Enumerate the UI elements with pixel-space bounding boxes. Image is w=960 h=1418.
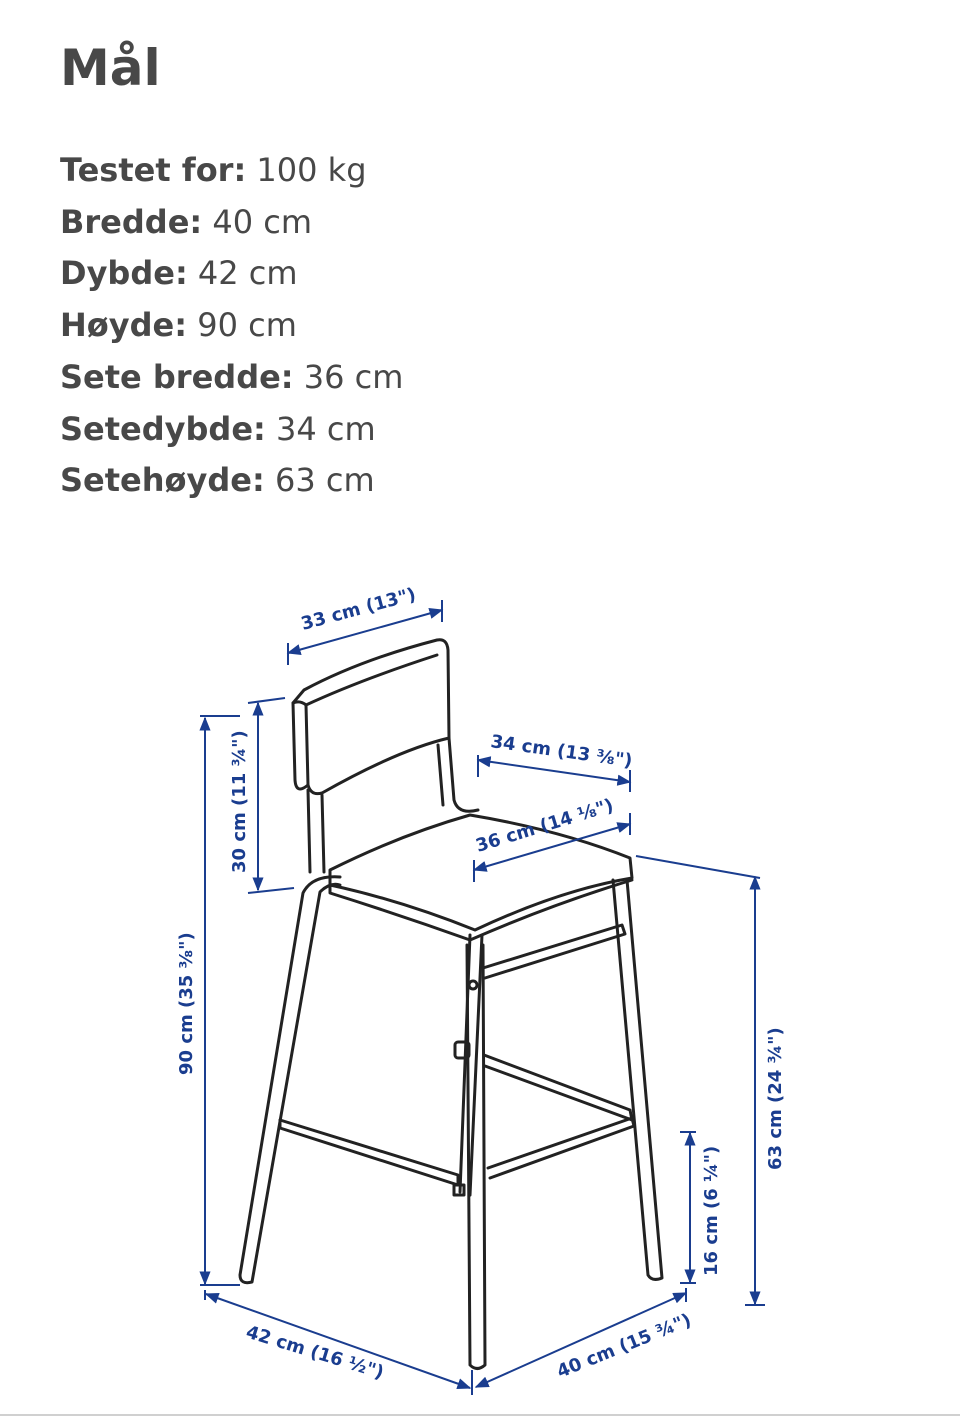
spec-value: 90 cm xyxy=(197,306,297,345)
dim-width-label: 40 cm (15 ¾") xyxy=(554,1309,695,1383)
dim-back-height-label: 30 cm (11 ¾") xyxy=(229,730,250,873)
spec-value: 63 cm xyxy=(274,461,375,500)
spec-label: Setehøyde: xyxy=(60,461,265,500)
spec-label: Bredde: xyxy=(60,202,203,241)
dim-back-width-label: 33 cm (13") xyxy=(298,584,419,635)
dim-footrest-height-label: 16 cm (6 ¼") xyxy=(701,1145,722,1276)
page-title: Mål xyxy=(60,39,161,97)
spec-value: 42 cm xyxy=(197,254,298,293)
spec-value: 36 cm xyxy=(303,357,404,396)
spec-value: 100 kg xyxy=(256,151,367,189)
spec-label: Dybde: xyxy=(60,254,188,293)
spec-label: Sete bredde: xyxy=(60,357,294,396)
divider xyxy=(0,1414,960,1416)
spec-value: 34 cm xyxy=(276,409,376,448)
dim-seat-depth-label: 34 cm (13 ⅜") xyxy=(489,731,634,772)
spec-label: Setedybde: xyxy=(60,409,266,448)
dim-total-height-label: 90 cm (35 ⅜") xyxy=(176,932,197,1075)
spec-label: Testet for: xyxy=(60,151,247,189)
dim-seat-height-label: 63 cm (24 ¾") xyxy=(765,1027,786,1170)
dim-seat-width-label: 36 cm (14 ⅛") xyxy=(473,794,617,857)
dim-depth-label: 42 cm (16 ½") xyxy=(243,1321,387,1384)
spec-label: Høyde: xyxy=(60,306,188,345)
spec-value: 40 cm xyxy=(212,202,313,241)
